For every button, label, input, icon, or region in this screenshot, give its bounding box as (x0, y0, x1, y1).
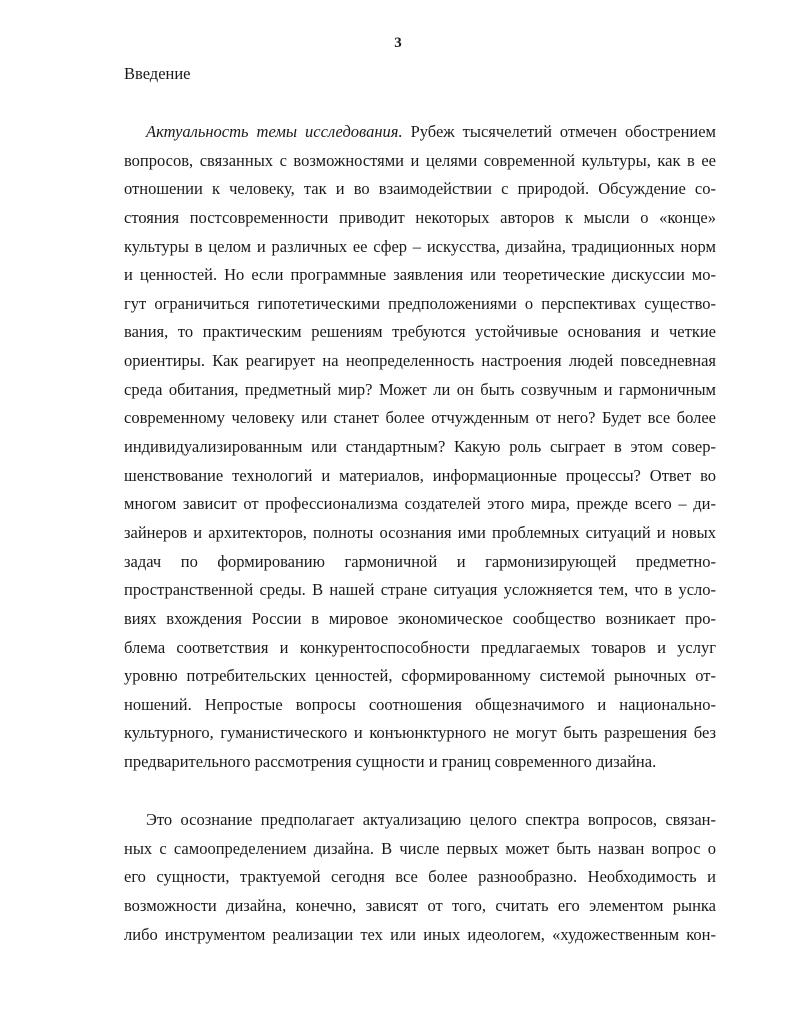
paragraph-actuality (124, 118, 716, 777)
paragraph-line: индивидуализированным или стандартным? Какую роль сыграет в этом совер- (124, 437, 716, 457)
paragraph-line: ориентиры. Как реагирует на неопределенность настроения людей повседневная (124, 351, 716, 371)
paragraph-line: многом зависит от профессионализма создателей этого мира, прежде всего – ди- (124, 494, 716, 514)
paragraph-line: его сущности, трактуемой сегодня все более разнообразно. Необходимость и (124, 867, 716, 887)
paragraph-line: стояния постсовременности приводит некоторых авторов к мысли о «конце» (124, 207, 716, 227)
paragraph-line: современному человеку или станет более отчужденным от него? Будет все более (124, 408, 716, 428)
paragraph-line: ношений. Непростые вопросы соотношения общезначимого и национально- (124, 694, 716, 714)
paragraph-line: гут ограничиться гипотетическими предположениями о перспективах существо- (124, 293, 716, 313)
paragraph-line: Это осознание предполагает актуализацию целого спектра вопросов, связан- (146, 810, 716, 829)
paragraph-line: возможности дизайна, конечно, зависят от того, считать его элементом рынка (124, 895, 716, 915)
paragraph-line: блема соответствия и конкурентоспособности предлагаемых товаров и услуг (124, 637, 716, 657)
paragraph-self-definition (124, 806, 716, 949)
paragraph-line: уровню потребительских ценностей, сформированному системой рыночных от- (124, 666, 716, 686)
paragraph-line: зайнеров и архитекторов, полноты осознания ими проблемных ситуаций и новых (124, 522, 716, 542)
paragraph-line: и ценностей. Но если программные заявления или теоретические дискуссии мо- (124, 265, 716, 285)
paragraph-line: предварительного рассмотрения сущности и границ современного дизайна. (124, 752, 657, 772)
paragraph-line: вопросов, связанных с возможностями и целями современной культуры, как в ее (124, 150, 716, 170)
paragraph-line: задач по формированию гармоничной и гармонизирующей предметно- (124, 551, 716, 571)
lead-rest: Рубеж тысячелетий отмечен обострением (402, 122, 716, 141)
italic-lead: Актуальность темы исследования. (146, 122, 403, 141)
paragraph-line (124, 118, 716, 147)
paragraph-line: либо инструментом реализации тех или иных идеологем, «художественным кон- (124, 924, 716, 944)
paragraph-line: пространственной среды. В нашей стране ситуация усложняется тем, что в усло- (124, 580, 716, 600)
paragraph-line: виях вхождения России в мировое экономическое сообщество возникает про- (124, 608, 716, 628)
paragraph-line: вания, то практическим решениям требуются устойчивые основания и четкие (124, 322, 716, 342)
paragraph-line: отношении к человеку, так и во взаимодействии с природой. Обсуждение со- (124, 179, 716, 199)
paragraph-line: среда обитания, предметный мир? Может ли он быть созвучным и гармоничным (124, 379, 716, 399)
section-heading: Введение (124, 64, 191, 83)
page-number: 3 (394, 35, 402, 51)
paragraph-line: ных с самоопределением дизайна. В числе первых может быть назван вопрос о (124, 838, 716, 858)
paragraph-line: культуры в целом и различных ее сфер – искусства, дизайна, традиционных норм (124, 236, 716, 256)
paragraph-line: культурного, гуманистического и конъюнктурного не могут быть разрешения без (124, 723, 716, 743)
paragraph-line: шенствование технологий и материалов, информационные процессы? Ответ во (124, 465, 716, 485)
